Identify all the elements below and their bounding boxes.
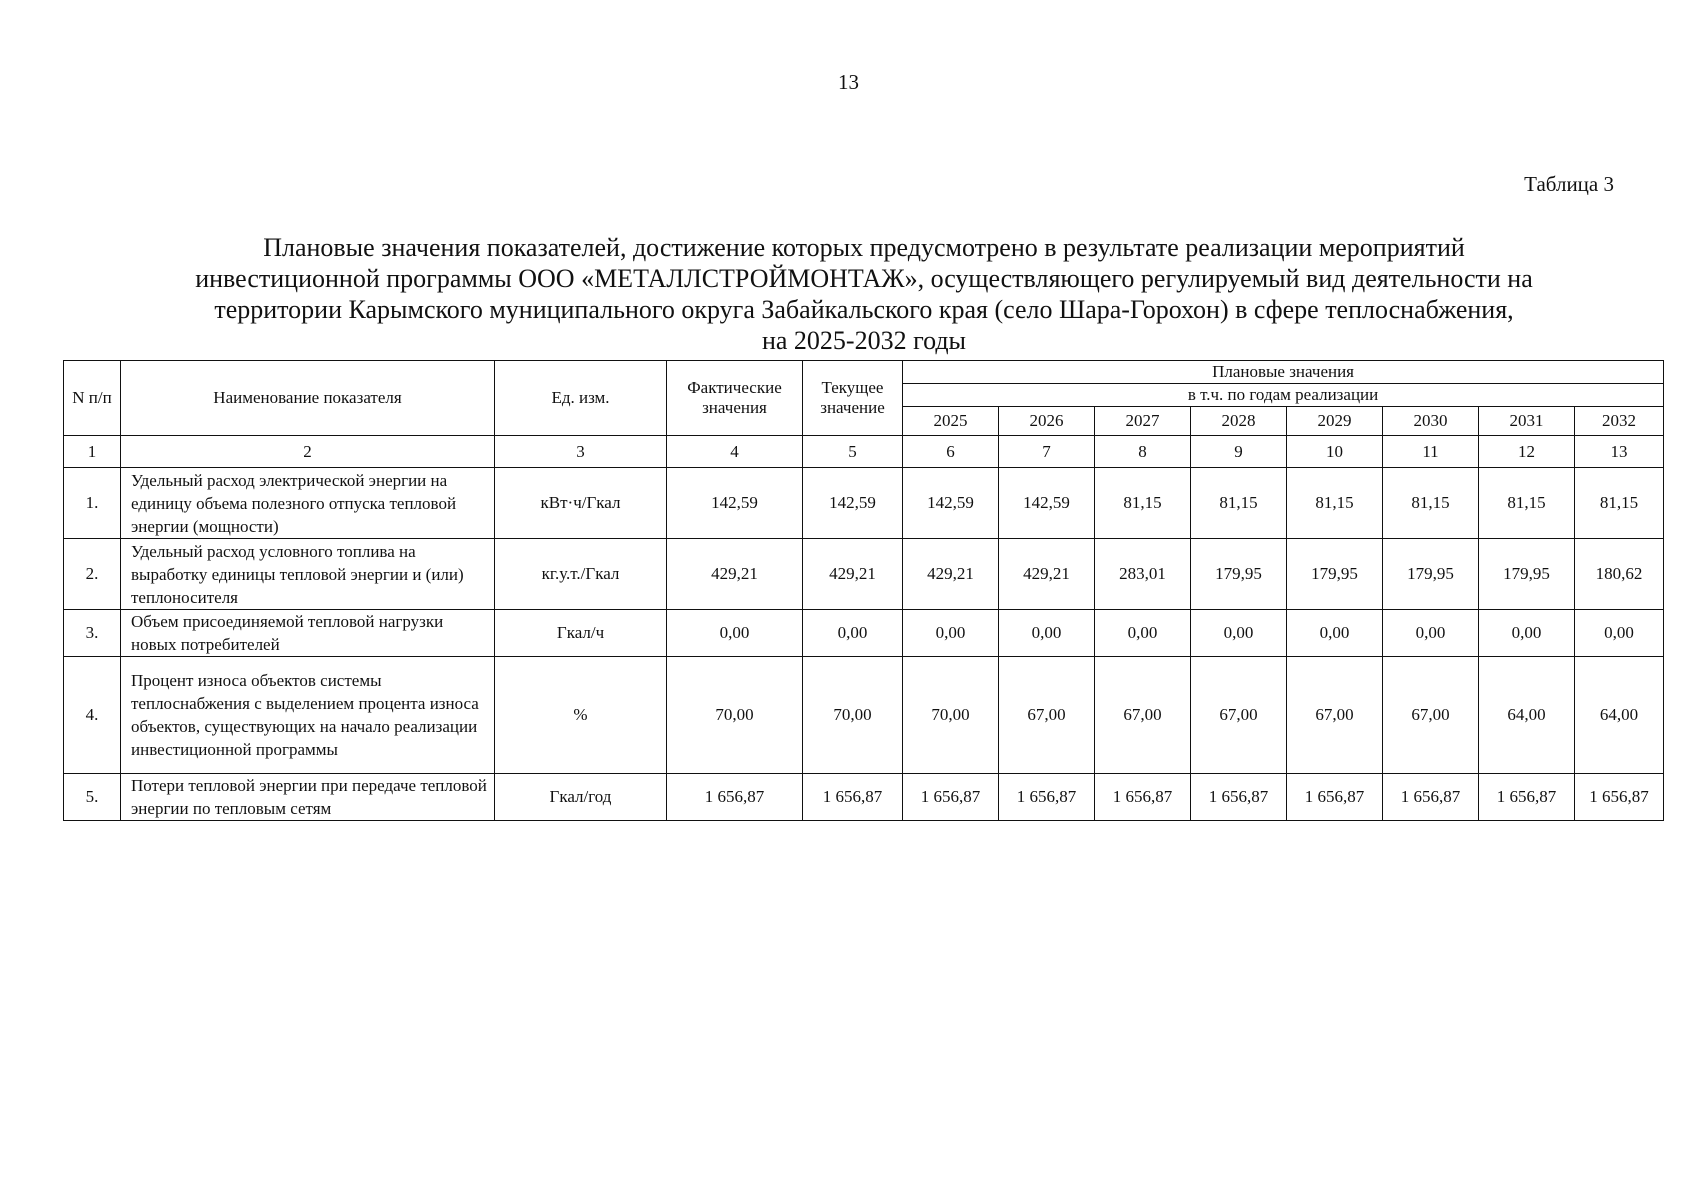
row-unit: % xyxy=(495,657,667,774)
title-line: территории Карымского муниципального округа Забайкальского края (село Шара-Горохон) в сфере теплоснабжения, xyxy=(214,295,1514,324)
value-cell: 142,59 xyxy=(903,468,999,539)
row-unit: кг.у.т./Гкал xyxy=(495,539,667,610)
value-cell: 67,00 xyxy=(1287,657,1383,774)
value-cell: 81,15 xyxy=(1095,468,1191,539)
row-unit: Гкал/год xyxy=(495,774,667,821)
value-cell: 1 656,87 xyxy=(1287,774,1383,821)
value-cell: 1 656,87 xyxy=(1383,774,1479,821)
header-year: 2025 xyxy=(903,407,999,436)
header-current: Текущее значение xyxy=(803,361,903,436)
value-cell: 179,95 xyxy=(1287,539,1383,610)
header-by-years: в т.ч. по годам реализации xyxy=(903,384,1664,407)
value-cell: 1 656,87 xyxy=(999,774,1095,821)
value-cell: 1 656,87 xyxy=(1575,774,1664,821)
value-cell: 1 656,87 xyxy=(667,774,803,821)
value-cell: 0,00 xyxy=(999,610,1095,657)
value-cell: 0,00 xyxy=(903,610,999,657)
column-number: 12 xyxy=(1479,436,1575,468)
header-name: Наименование показателя xyxy=(121,361,495,436)
value-cell: 142,59 xyxy=(803,468,903,539)
value-cell: 81,15 xyxy=(1479,468,1575,539)
value-cell: 1 656,87 xyxy=(803,774,903,821)
row-num: 3. xyxy=(64,610,121,657)
value-cell: 1 656,87 xyxy=(1191,774,1287,821)
title-line: Плановые значения показателей, достижение которых предусмотрено в результате реализации мероприятий xyxy=(263,233,1465,262)
table-label: Таблица 3 xyxy=(1524,172,1614,196)
header-unit: Ед. изм. xyxy=(495,361,667,436)
header-num: N п/п xyxy=(64,361,121,436)
table-row xyxy=(64,610,1664,657)
header-year: 2028 xyxy=(1191,407,1287,436)
value-cell: 0,00 xyxy=(1191,610,1287,657)
row-num: 1. xyxy=(64,468,121,539)
title-line: инвестиционной программы ООО «МЕТАЛЛСТРОЙМОНТАЖ», осуществляющего регулируемый вид деятельности на xyxy=(195,264,1533,293)
header-actual: Фактические значения xyxy=(667,361,803,436)
header-year: 2030 xyxy=(1383,407,1479,436)
value-cell: 0,00 xyxy=(803,610,903,657)
value-cell: 1 656,87 xyxy=(1095,774,1191,821)
value-cell: 429,21 xyxy=(667,539,803,610)
value-cell: 0,00 xyxy=(1095,610,1191,657)
value-cell: 70,00 xyxy=(803,657,903,774)
header-year: 2032 xyxy=(1575,407,1664,436)
value-cell: 283,01 xyxy=(1095,539,1191,610)
header-year: 2031 xyxy=(1479,407,1575,436)
value-cell: 0,00 xyxy=(1479,610,1575,657)
header-planned: Плановые значения xyxy=(903,361,1664,384)
value-cell: 81,15 xyxy=(1287,468,1383,539)
value-cell: 70,00 xyxy=(667,657,803,774)
value-cell: 179,95 xyxy=(1479,539,1575,610)
column-number: 8 xyxy=(1095,436,1191,468)
document-title xyxy=(64,232,1664,356)
header-year: 2029 xyxy=(1287,407,1383,436)
table-row xyxy=(64,468,1664,539)
column-number: 6 xyxy=(903,436,999,468)
row-num: 4. xyxy=(64,657,121,774)
row-indicator-name: Удельный расход условного топлива на выработку единицы тепловой энергии и (или) теплоносителя xyxy=(121,539,495,610)
value-cell: 1 656,87 xyxy=(903,774,999,821)
column-number: 7 xyxy=(999,436,1095,468)
value-cell: 67,00 xyxy=(1383,657,1479,774)
column-number: 10 xyxy=(1287,436,1383,468)
value-cell: 429,21 xyxy=(903,539,999,610)
title-line: на 2025-2032 годы xyxy=(761,326,967,355)
row-indicator-name: Потери тепловой энергии при передаче тепловой энергии по тепловым сетям xyxy=(121,774,495,821)
row-indicator-name: Процент износа объектов системы теплоснабжения с выделением процента износа объектов, существующих на начало реализации инвестиционной программы xyxy=(121,657,495,774)
column-number: 11 xyxy=(1383,436,1479,468)
column-number: 5 xyxy=(803,436,903,468)
header-year: 2027 xyxy=(1095,407,1191,436)
value-cell: 81,15 xyxy=(1191,468,1287,539)
value-cell: 429,21 xyxy=(803,539,903,610)
value-cell: 0,00 xyxy=(667,610,803,657)
value-cell: 70,00 xyxy=(903,657,999,774)
value-cell: 0,00 xyxy=(1383,610,1479,657)
value-cell: 0,00 xyxy=(1575,610,1664,657)
column-number: 3 xyxy=(495,436,667,468)
header-year: 2026 xyxy=(999,407,1095,436)
value-cell: 67,00 xyxy=(999,657,1095,774)
value-cell: 179,95 xyxy=(1383,539,1479,610)
row-unit: кВт·ч/Гкал xyxy=(495,468,667,539)
indicators-table xyxy=(63,360,1664,821)
column-number: 1 xyxy=(64,436,121,468)
value-cell: 81,15 xyxy=(1383,468,1479,539)
value-cell: 179,95 xyxy=(1191,539,1287,610)
table-row xyxy=(64,774,1664,821)
value-cell: 142,59 xyxy=(999,468,1095,539)
value-cell: 64,00 xyxy=(1479,657,1575,774)
value-cell: 81,15 xyxy=(1575,468,1664,539)
value-cell: 429,21 xyxy=(999,539,1095,610)
row-num: 2. xyxy=(64,539,121,610)
column-number: 4 xyxy=(667,436,803,468)
value-cell: 180,62 xyxy=(1575,539,1664,610)
column-number: 2 xyxy=(121,436,495,468)
row-unit: Гкал/ч xyxy=(495,610,667,657)
row-indicator-name: Объем присоединяемой тепловой нагрузки новых потребителей xyxy=(121,610,495,657)
column-number: 9 xyxy=(1191,436,1287,468)
table-row xyxy=(64,657,1664,774)
value-cell: 67,00 xyxy=(1191,657,1287,774)
row-indicator-name: Удельный расход электрической энергии на единицу объема полезного отпуска тепловой энергии (мощности) xyxy=(121,468,495,539)
value-cell: 0,00 xyxy=(1287,610,1383,657)
row-num: 5. xyxy=(64,774,121,821)
table-row xyxy=(64,539,1664,610)
value-cell: 64,00 xyxy=(1575,657,1664,774)
value-cell: 1 656,87 xyxy=(1479,774,1575,821)
column-number: 13 xyxy=(1575,436,1664,468)
value-cell: 67,00 xyxy=(1095,657,1191,774)
page-number: 13 xyxy=(838,70,859,94)
value-cell: 142,59 xyxy=(667,468,803,539)
